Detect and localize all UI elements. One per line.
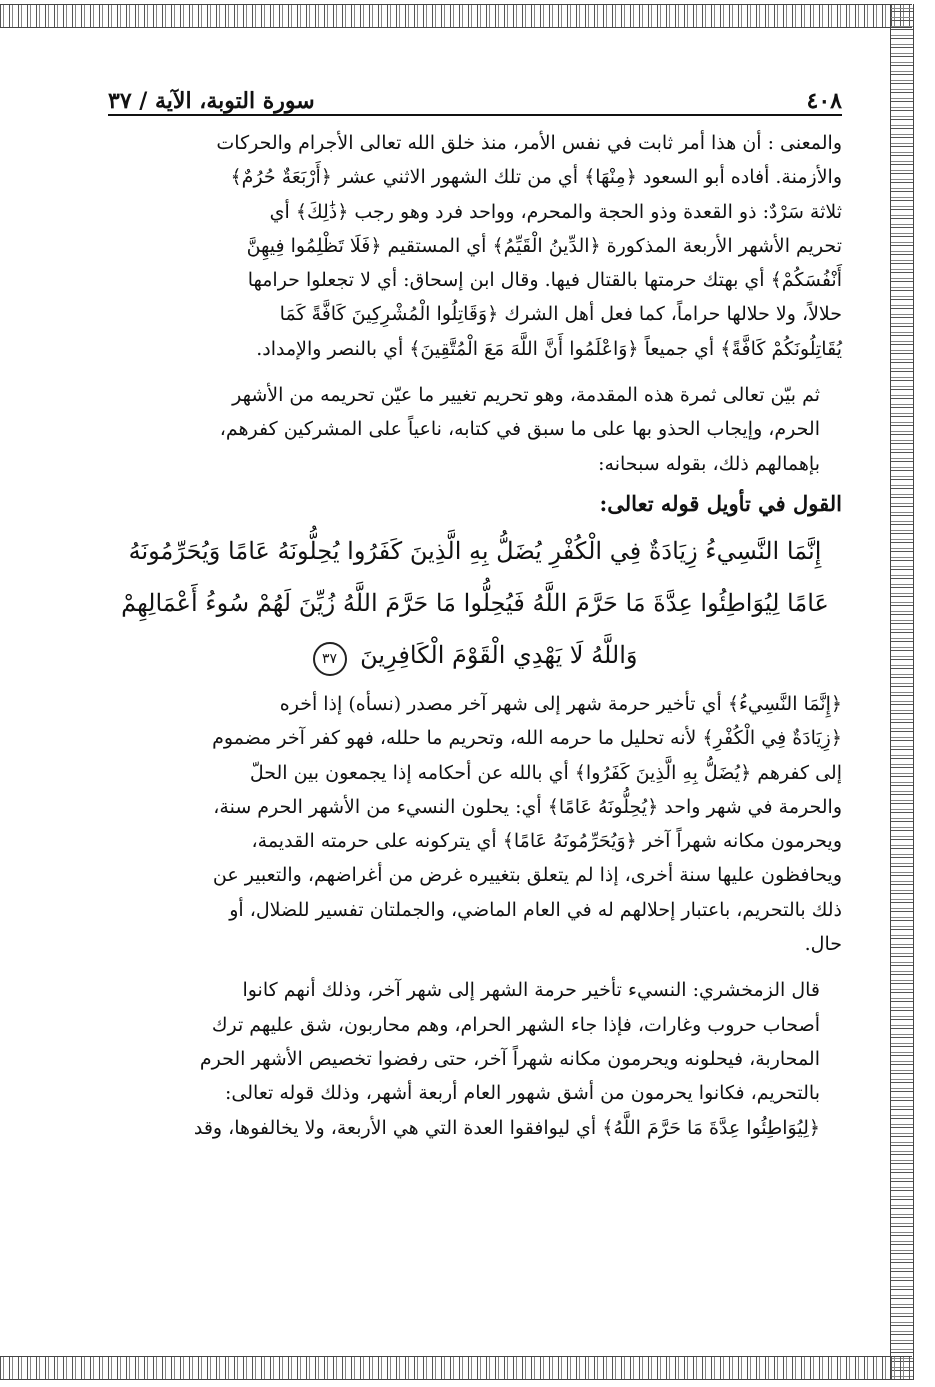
text-line: ﴿إِنَّمَا النَّسِيءُ﴾ أي تأخير حرمة شهر إلى شهر آخر مصدر (نسأه) إذا أخره: [279, 692, 842, 715]
text-line: والأزمنة. أفاده أبو السعود ﴿مِنْهَا﴾ أي من تلك الشهور الاثني عشر ﴿أَرْبَعَةٌ حُرُمٌ﴾: [230, 166, 842, 189]
text-line: أصحاب حروب وغارات، فإذا جاء الشهر الحرام، وهم محاربون، شق عليهم ترك: [211, 1013, 820, 1036]
text-line: والمعنى : أن هذا أمر ثابت في نفس الأمر، منذ خلق الله تعالى الأجرام والحركات: [216, 132, 842, 154]
text-line: ﴿زِيَادَةٌ فِي الْكُفْرِ﴾ لأنه تحليل ما حرمه الله، وتحريم ما حلله، فهو كفر آخر مضموم: [212, 727, 842, 750]
decorative-border-right: [890, 4, 914, 1380]
text-line: يُقَاتِلُونَكُمْ كَافَّةً﴾ أي جميعاً ﴿وَاعْلَمُوا أَنَّ اللَّهَ مَعَ الْمُتَّقِينَ﴾ أي بالنصر والإمداد.: [256, 337, 842, 360]
verse-line: إِنَّمَا النَّسِيءُ زِيَادَةٌ فِي الْكُفْرِ يُضَلُّ بِهِ الَّذِينَ كَفَرُوا يُحِلُّونَهُ عَامًا وَيُحَرِّمُونَهُ: [128, 536, 822, 565]
text-line: المحاربة، فيحلونه ويحرمون مكانه شهراً آخر، حتى رفضوا تخصيص الأشهر الحرم: [199, 1047, 820, 1070]
text-line: ثلاثة سَرْدٌ: ذو القعدة وذو الحجة والمحرم، وواحد فرد وهو رجب ﴿ذَٰلِكَ﴾ أي: [269, 200, 842, 223]
paragraph-meaning: [108, 126, 842, 366]
text-line: بالتحريم، فكانوا يحرمون من أشق شهور العام أربعة أشهر، وذلك قوله تعالى:: [225, 1082, 820, 1105]
text-line: ويحرمون مكانه شهراً آخر ﴿وَيُحَرِّمُونَهُ عَامًا﴾ أي يتركونه على حرمته القديمة،: [251, 830, 842, 853]
book-page: [108, 72, 842, 1145]
text-line: ويحافظون عليها سنة أخرى، إذا لم يتعلق بتغييره غرض من أغراضهم، والتعبير عن: [212, 864, 842, 887]
text-line: ثم بيّن تعالى ثمرة هذه المقدمة، وهو تحريم تغيير ما عيّن تحريمه من الأشهر: [232, 384, 820, 407]
text-line: أَنْفُسَكُمْ﴾ أي بهتك حرمتها بالقتال فيها. وقال ابن إسحاق: أي لا تجعلوا حرامها: [247, 269, 842, 292]
ayah-number-badge: ٣٧: [313, 642, 347, 676]
text-line: والحرمة في شهر واحد ﴿يُحِلُّونَهُ عَامًا﴾ أي: يحلون النسيء من الأشهر الحرم سنة،: [213, 795, 842, 818]
decorative-border-bottom: [0, 1356, 912, 1380]
section-title: القول في تأويل قوله تعالى:: [599, 490, 842, 516]
text-line: ذلك بالتحريم، باعتبار إحلالهم له في العام الماضي، والجملتان تفسير للضلال، أو: [229, 898, 842, 921]
page-header: [108, 72, 842, 116]
paragraph-zamakhshari: [108, 973, 842, 1144]
verse-line: عَامًا لِيُوَاطِئُوا عِدَّةَ مَا حَرَّمَ اللَّهُ فَيُحِلُّوا مَا حَرَّمَ اللَّهُ زُيِّنَ لَهُمْ سُوءُ أَعْمَالِهِمْ: [121, 588, 829, 617]
text-line: حلالاً، ولا حلالها حراماً، كما فعل أهل الشرك ﴿وَقَاتِلُوا الْمُشْرِكِينَ كَافَّةً كَمَا: [279, 303, 842, 326]
text-line: قال الزمخشري: النسيء تأخير حرمة الشهر إلى شهر آخر، وذلك أنهم كانوا: [242, 979, 820, 1002]
surah-title: سورة التوبة، الآية / ٣٧: [108, 88, 315, 114]
text-line: إلى كفرهم ﴿يُضَلُّ بِهِ الَّذِينَ كَفَرُوا﴾ أي بالله عن أحكامه إذا يجمعون بين الحلّ: [249, 761, 842, 784]
quran-verse: [108, 525, 842, 681]
text-line: حال.: [804, 933, 842, 956]
text-line: ﴿لِيُوَاطِئُوا عِدَّةَ مَا حَرَّمَ اللَّهُ﴾ أي ليوافقوا العدة التي هي الأربعة، ولا يخالفوها، وقد: [193, 1116, 820, 1139]
page-number: ٤٠٨: [806, 88, 842, 114]
verse-line-text: وَاللَّهُ لَا يَهْدِي الْقَوْمَ الْكَافِرِينَ: [360, 640, 638, 669]
paragraph-intro: [108, 378, 842, 481]
decorative-border-top: [0, 4, 912, 28]
text-line: الحرم، وإيجاب الحذو بها على ما سبق في كتابه، ناعياً على المشركين كفرهم،: [219, 418, 820, 441]
verse-line-last: [108, 629, 842, 681]
paragraph-commentary: [108, 687, 842, 961]
text-line: تحريم الأشهر الأربعة المذكورة ﴿الدِّينُ الْقَيِّمُ﴾ أي المستقيم ﴿فَلَا تَظْلِمُوا فِيهِنَّ: [246, 234, 842, 257]
text-line: بإهمالهم ذلك، بقوله سبحانه:: [598, 452, 820, 475]
